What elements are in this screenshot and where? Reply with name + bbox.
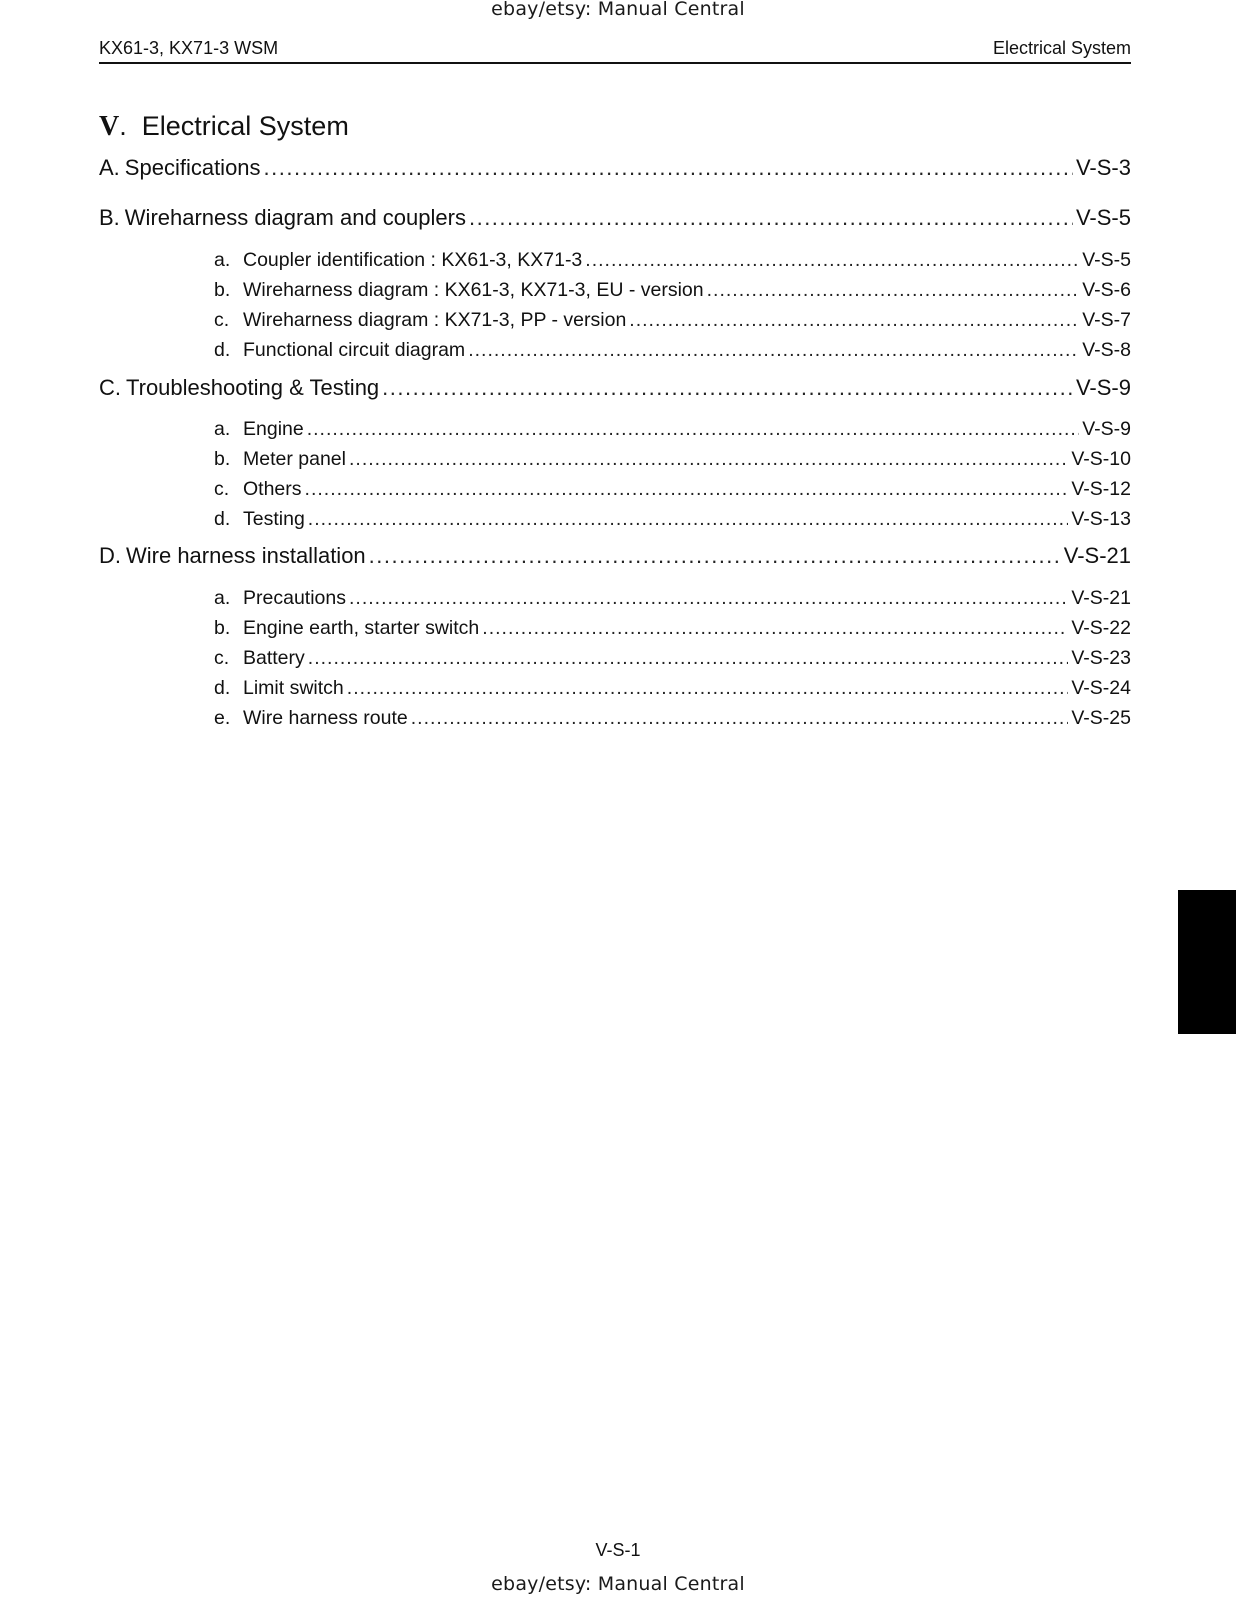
toc-label: Coupler identification : KX61-3, KX71-3 [243,249,583,271]
toc-subentry[interactable] [214,647,1131,670]
toc-label: Engine earth, starter switch [243,617,480,639]
toc-page: V-S-23 [1071,647,1131,669]
toc-subentry[interactable] [214,677,1131,700]
toc-page: V-S-7 [1082,309,1131,331]
toc-page: V-S-10 [1071,448,1131,470]
toc-leader-dots [347,677,1069,700]
toc-entry[interactable] [99,543,1131,569]
toc-leader-dots [411,707,1069,730]
toc-letter: C. [99,375,121,400]
toc-subentry[interactable] [214,617,1131,640]
toc-subentry[interactable] [214,249,1131,272]
toc-subentry[interactable] [214,707,1131,730]
toc-page: V-S-9 [1075,375,1131,400]
toc-leader-dots [469,205,1073,231]
toc-leader-dots [305,478,1069,501]
toc-label: Specifications [124,155,261,180]
toc-letter: c. [214,309,230,331]
toc-entry[interactable] [99,205,1131,231]
toc-label: Wireharness diagram : KX61-3, KX71-3, EU - version [243,279,704,301]
toc-page: V-S-21 [1063,543,1131,568]
toc-label: Limit switch [243,677,344,699]
toc-letter: d. [214,339,231,361]
toc-page: V-S-25 [1071,707,1131,729]
toc-label: Troubleshooting & Testing [126,375,380,400]
toc-page: V-S-13 [1071,508,1131,530]
toc-leader-dots [482,617,1068,640]
toc-letter: e. [214,707,231,729]
toc-subentry[interactable] [214,309,1131,332]
toc-label: Wireharness diagram and couplers [124,205,466,230]
toc-label: Functional circuit diagram [243,339,466,361]
toc-label: Battery [243,647,305,669]
toc-letter: b. [214,448,231,470]
toc-subentry[interactable] [214,418,1131,441]
toc-subentry[interactable] [214,279,1131,302]
toc-letter: d. [214,677,231,699]
toc-label: Meter panel [243,448,346,470]
toc-page: V-S-8 [1082,339,1131,361]
toc-leader-dots [468,339,1079,362]
toc-page: V-S-5 [1082,249,1131,271]
toc-letter: D. [99,543,121,568]
toc-leader-dots [308,508,1069,531]
toc-page: V-S-9 [1082,418,1131,440]
toc-letter: c. [214,647,230,669]
toc-label: Wire harness installation [126,543,366,568]
toc-label: Others [243,478,302,500]
chapter-title [99,111,349,143]
toc-label: Wireharness diagram : KX71-3, PP - version [243,309,627,331]
toc-leader-dots [349,587,1068,610]
toc-letter: d. [214,508,231,530]
header-manual-title: KX61-3, KX71-3 WSM [99,38,279,58]
toc-page: V-S-6 [1082,279,1131,301]
toc-letter: a. [214,249,231,271]
toc-label: Engine [243,418,304,440]
watermark-top: ebay/etsy: Manual Central [491,0,745,20]
toc-letter: a. [214,587,231,609]
toc-entry[interactable] [99,155,1131,181]
toc-page: V-S-5 [1075,205,1131,230]
toc-leader-dots [264,155,1073,181]
toc-letter: B. [99,205,120,230]
toc-page: V-S-21 [1071,587,1131,609]
toc-subentry[interactable] [214,478,1131,501]
toc-leader-dots [307,418,1080,441]
toc-page: V-S-22 [1071,617,1131,639]
toc-leader-dots [349,448,1068,471]
toc-letter: c. [214,478,230,500]
toc-leader-dots [308,647,1069,670]
toc-label: Wire harness route [243,707,408,729]
toc-leader-dots [629,309,1079,332]
toc-entry[interactable] [99,375,1131,401]
chapter-title-text: Electrical System [141,111,349,141]
chapter-title-dot: . [119,111,127,141]
page-header [99,37,1131,64]
toc-subentry[interactable] [214,339,1131,362]
page-number: V-S-1 [595,1540,641,1560]
toc-subentry[interactable] [214,587,1131,610]
toc-label: Precautions [243,587,346,609]
toc-letter: b. [214,617,231,639]
toc-subentry[interactable] [214,508,1131,531]
toc-label: Testing [243,508,305,530]
toc-letter: a. [214,418,231,440]
toc-leader-dots [585,249,1079,272]
toc-leader-dots [707,279,1080,302]
toc-page: V-S-12 [1071,478,1131,500]
toc-subentry[interactable] [214,448,1131,471]
toc-leader-dots [369,543,1061,569]
chapter-roman-numeral: V [99,111,120,142]
section-thumb-tab [1178,890,1236,1034]
toc-leader-dots [382,375,1073,401]
toc-page: V-S-24 [1071,677,1131,699]
toc-letter: b. [214,279,231,301]
toc-letter: A. [99,155,120,180]
toc-page: V-S-3 [1075,155,1131,180]
header-section-title: Electrical System [992,38,1131,58]
watermark-bottom: ebay/etsy: Manual Central [491,1573,745,1595]
